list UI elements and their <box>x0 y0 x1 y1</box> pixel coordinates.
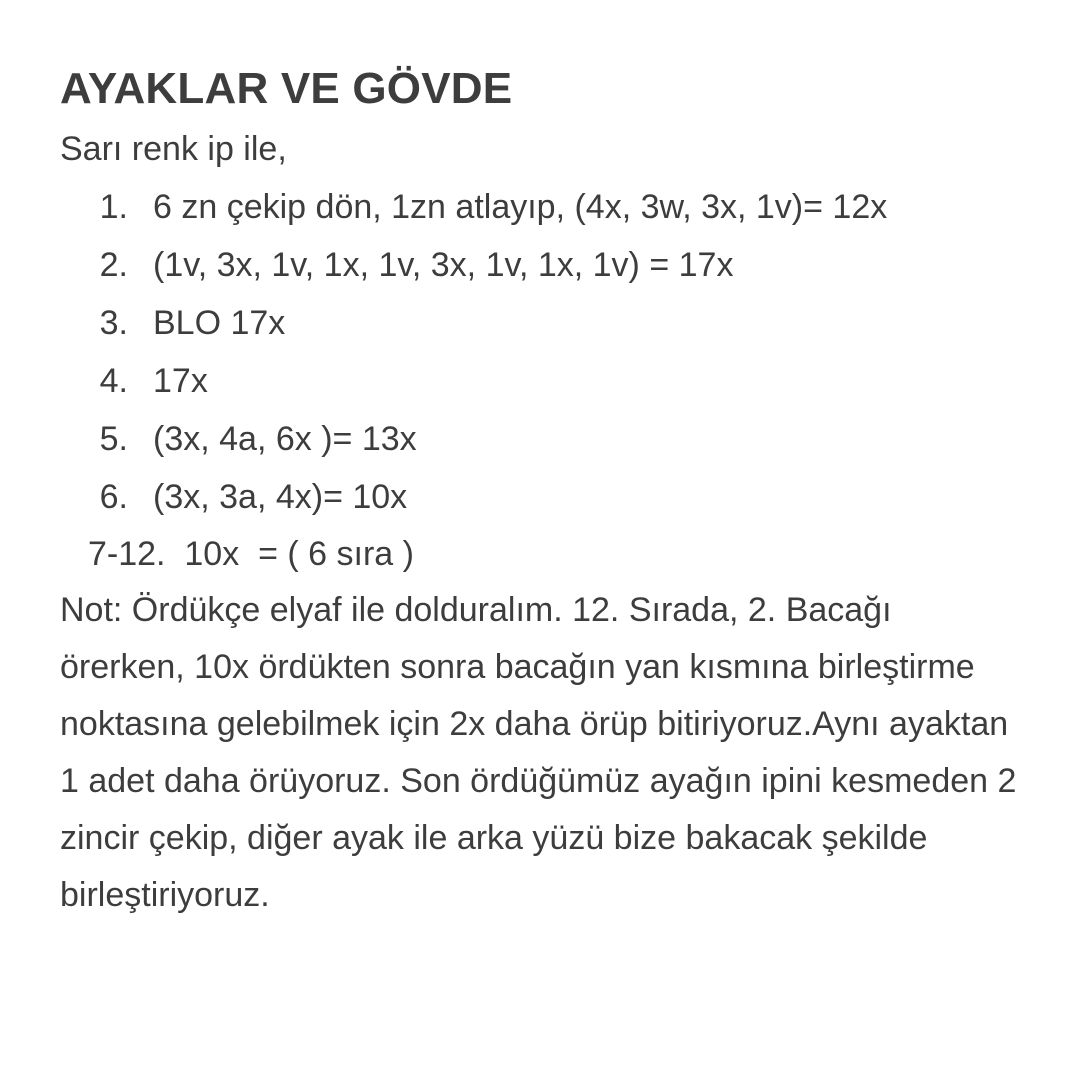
step-number: 6. <box>99 478 128 516</box>
step-number: 3. <box>99 304 128 342</box>
step-text: (1v, 3x, 1v, 1x, 1v, 3x, 1v, 1x, 1v) = 17x <box>153 246 734 284</box>
list-item <box>60 410 1050 468</box>
list-item <box>60 178 1050 236</box>
list-item <box>60 352 1050 410</box>
range-step: 7-12. 10x = ( 6 sıra ) <box>88 535 414 573</box>
step-number: 5. <box>99 420 128 458</box>
step-text: 6 zn çekip dön, 1zn atlayıp, (4x, 3w, 3x, 1v)= 12x <box>153 188 888 226</box>
list-item <box>60 294 1050 352</box>
step-number: 1. <box>99 188 128 226</box>
page-title: AYAKLAR VE GÖVDE <box>60 64 513 113</box>
note-paragraph: Not: Ördükçe elyaf ile dolduralım. 12. Sırada, 2. Bacağı örerken, 10x ördükten sonra bacağın yan kısmına birleştirme noktasına gelebilmek için 2x daha örüp bitiriyoruz.Aynı ayaktan 1 adet daha örüyoruz. Son ördüğümüz ayağın ipini kesmeden 2 zincir çekip, diğer ayak ile arka yüzü bize bakacak şekilde birleştiriyoruz. <box>60 591 1017 914</box>
step-text: BLO 17x <box>153 304 286 342</box>
list-item <box>60 236 1050 294</box>
intro-text: Sarı renk ip ile, <box>60 130 287 168</box>
list-item <box>60 468 1050 526</box>
step-number: 2. <box>99 246 128 284</box>
steps-list <box>60 178 1050 582</box>
document-body <box>60 58 1050 924</box>
step-text: (3x, 4a, 6x )= 13x <box>153 420 417 458</box>
step-number: 4. <box>99 362 128 400</box>
step-text: (3x, 3a, 4x)= 10x <box>153 478 408 516</box>
step-text: 17x <box>153 362 208 400</box>
